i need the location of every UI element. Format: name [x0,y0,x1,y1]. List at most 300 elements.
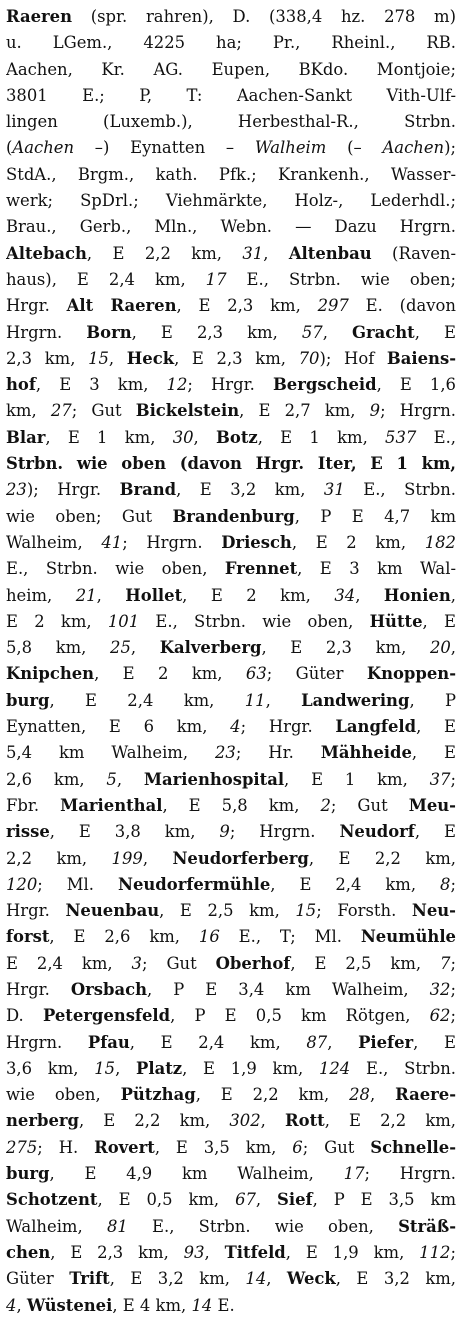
text-run: , E 2,7 km, [239,401,370,421]
text-run: E., Strbn. wie oben, [6,559,225,579]
text-run: ; Hrgrn. [122,532,222,552]
text-line [6,1056,456,1082]
text-run: haus), E 2,4 km, [6,269,206,289]
text-run: , [255,1190,278,1210]
text-line [6,872,456,898]
text-run: , P E 3,5 km [312,1190,456,1210]
text-run: E., Strbn. wie oben, [139,611,370,631]
text-run: , E 2,2 km, [324,1111,456,1131]
text-run: Hrgr. [6,296,67,316]
population-figure: 23 [6,480,27,500]
text-line [6,609,456,635]
place-name: Altebach [6,243,87,263]
place-name: Knoppen- [366,664,456,684]
text-run: , E 3,2 km, [335,1269,456,1289]
place-name: Pfau [87,1032,130,1052]
text-run: ; H. [37,1137,95,1157]
population-figure: 120 [6,874,38,894]
text-line [6,398,456,424]
population-figure: 302 [229,1111,261,1131]
text-run: , [266,1269,287,1289]
text-run: ; [450,874,456,894]
text-run: , [16,1295,27,1315]
population-figure: 112 [419,1242,451,1262]
text-line [6,241,456,267]
text-line [6,1135,456,1161]
text-run: , E 4 km, [112,1295,192,1315]
text-run: , E 2,4 km, [49,690,245,710]
text-run: Aachen, Kr. AG. Eupen, BKdo. Montjoie; [6,59,456,79]
text-run: , E 2,5 km, [290,953,441,973]
place-name: Pützhag [120,1085,196,1105]
population-figure: 124 [318,1058,351,1078]
place-name: Sträß- [398,1216,456,1236]
text-line [6,793,456,819]
place-name: Langfeld [335,717,417,737]
text-run: Fbr. [6,795,61,815]
population-figure: 2 [320,795,331,815]
population-figure: 25 [110,638,131,658]
text-run: , [130,638,160,658]
place-name: Knipchen [6,664,95,684]
text-run: , E 3,2 km, [176,480,324,500]
text-run: 5,4 km Walheim, [6,743,215,763]
text-run: , E 2,3 km, [50,1242,184,1262]
population-figure: 41 [101,532,123,552]
text-run: ; Gut [302,1137,371,1157]
text-run: wie oben; Gut [6,506,173,526]
place-name: Brand [119,480,177,500]
place-name: Neuenbau [65,901,160,921]
place-name: Bergscheid [272,375,377,395]
text-run: Eynatten, E 6 km, [6,717,231,737]
text-run: D. [6,1006,43,1026]
text-run: , E 3,2 km, [109,1269,246,1289]
text-run: 2,3 km, [6,348,89,368]
place-name: Hollet [125,585,183,605]
text-run: , E 2,4 km, [270,874,441,894]
text-run: , E 0,5 km, [97,1190,236,1210]
text-run: , [116,769,144,789]
text-run: heim, [6,585,76,605]
text-run: Walheim, [6,532,102,552]
text-run: 2,6 km, [6,769,107,789]
text-run: ; Hrgrn. [364,1164,456,1184]
text-line [6,57,456,83]
text-line [6,688,456,714]
text-run: , E 3,5 km, [154,1137,293,1157]
population-figure: 37 [429,769,451,789]
place-name: Titfeld [224,1242,286,1262]
text-run: werk; SpDrl.; Viehmärkte, Holz-, Lederhdl.; [6,191,456,211]
text-run: ); [444,138,456,158]
text-run: ; Güter [266,664,367,684]
text-run: , E 2 km, [291,532,425,552]
place-name: Trift [69,1269,110,1289]
text-run: , [260,1111,286,1131]
place-name: Sief [277,1190,313,1210]
population-figure: 8 [440,874,451,894]
text-run: u. LGem., 4225 ha; Pr., Rheinl., RB. [6,33,456,53]
population-figure: 182 [424,532,456,552]
text-line [6,214,456,240]
place-name: Bickelstein [135,401,240,421]
text-run: –) Eynatten – [74,138,255,158]
place-name: Kalverberg [159,638,262,658]
population-figure: 537 [385,427,417,447]
place-name: burg [6,1164,50,1184]
text-run: ; Hrgrn. [229,822,340,842]
text-run: , E 2,2 km, [195,1085,350,1105]
population-figure: 62 [429,1006,451,1026]
population-figure: 87 [306,1032,328,1052]
population-figure: 17 [205,269,227,289]
place-name: Neumühle [360,927,456,947]
text-run: 3801 E.; P, T: Aachen-Sankt Vith-Ulf- [6,85,456,105]
population-figure: 31 [242,243,264,263]
text-line [6,109,456,135]
place-name: Born [86,322,132,342]
text-run: , [450,585,456,605]
place-name: Alt Raeren [66,296,177,316]
place-name: Rott [285,1111,325,1131]
text-line [6,556,456,582]
text-run: (– [326,138,383,158]
place-name: Heck [126,348,175,368]
text-line [6,1030,456,1056]
place-name: Piefer [358,1032,414,1052]
text-run: , E 3 km Wal- [297,559,456,579]
population-figure: 63 [245,664,267,684]
text-line [6,898,456,924]
text-run: E., Strbn. wie oben; [226,269,456,289]
place-name: hof [6,375,36,395]
text-run: , E 4,9 km Walheim, [49,1164,344,1184]
text-run: ); Hrgr. [26,480,120,500]
text-run: E., Strbn. [344,480,456,500]
text-run: ; Forsth. [316,901,412,921]
population-figure: 21 [75,585,97,605]
population-figure: Walheim [254,138,327,158]
population-figure: 12 [166,375,188,395]
text-line [6,635,456,661]
population-figure: 7 [440,953,451,973]
text-run: , E [411,743,456,763]
text-run: E 2 km, [6,611,108,631]
text-run: , E 2,3 km, [176,296,318,316]
text-run: , E 2,3 km, [131,322,302,342]
text-run: , E 3,8 km, [49,822,220,842]
text-run: , E 2,5 km, [159,901,296,921]
text-run: , E 2 km, [182,585,335,605]
text-run: ; Ml. [37,874,118,894]
text-run: , E 2 km, [94,664,246,684]
text-run: , [327,1032,359,1052]
text-line [6,162,456,188]
text-run: , [193,427,217,447]
text-line [6,1108,456,1134]
text-run: E., [416,427,456,447]
place-name: Baiens- [386,348,456,368]
place-name: Honien [383,585,451,605]
text-run: , [265,690,302,710]
population-figure: 15 [295,901,317,921]
text-line [6,1082,456,1108]
text-line [6,320,456,346]
text-run: E. (davon [348,296,456,316]
population-figure: 30 [172,427,194,447]
text-line [6,977,456,1003]
text-run: , E 2,2 km, [86,243,243,263]
place-name: Neudorferberg [172,848,309,868]
text-run: ; Hrgrn. [380,401,456,421]
population-figure: 70 [298,348,320,368]
text-line [6,372,456,398]
text-line [6,1003,456,1029]
text-run: ; [450,769,456,789]
place-name: burg [6,690,50,710]
population-figure: 14 [191,1295,213,1315]
place-name: Brandenburg [172,506,295,526]
population-figure: 15 [88,348,109,368]
text-run: Hrgrn. [6,322,87,342]
population-figure: 93 [183,1242,205,1262]
text-run: , E 2,4 km, [129,1032,307,1052]
text-run: ; [450,953,456,973]
text-run: , E [416,717,456,737]
place-name: Gracht [352,322,415,342]
text-run: , E 2,3 km, [174,348,299,368]
text-run: Walheim, [6,1216,107,1236]
population-figure: 32 [429,979,451,999]
text-run: Hrgr. [6,901,66,921]
population-figure: Aachen [12,138,75,158]
text-line [6,924,456,950]
text-run: ; [450,979,456,999]
text-run: E., Strbn. wie oben, [127,1216,399,1236]
text-run: , P [409,690,456,710]
population-figure: 14 [245,1269,267,1289]
text-run: km, [6,401,51,421]
population-figure: 5 [106,769,117,789]
text-line [6,1266,456,1292]
place-name: Meu- [408,795,456,815]
place-name: chen [6,1242,51,1262]
text-run: , E 1 km, [257,427,386,447]
population-figure: 31 [323,480,345,500]
place-name: nerberg [6,1111,79,1131]
text-run: , P E 3,4 km Walheim, [147,979,430,999]
text-line [6,188,456,214]
text-run: , P E 0,5 km Rötgen, [170,1006,430,1026]
population-figure: 16 [198,927,220,947]
text-run: , E 1,9 km, [285,1242,420,1262]
population-figure: 6 [292,1137,303,1157]
text-run: ; Gut [141,953,216,973]
text-run: , [142,848,173,868]
population-figure: 4 [6,1295,17,1315]
text-run: ); Hof [319,348,387,368]
text-run: Güter [6,1269,70,1289]
text-run: E., Strbn. [350,1058,456,1078]
place-name: Driesch [221,532,292,552]
place-name: Schotzent [6,1190,98,1210]
population-figure: 28 [349,1085,370,1105]
text-line [6,504,456,530]
text-run: , E [422,611,456,631]
text-run: (Raven- [371,243,456,263]
text-run: ; Gut [330,795,409,815]
place-name: Orsbach [70,979,148,999]
population-figure: 3 [131,953,142,973]
text-run: , E 2,6 km, [49,927,199,947]
text-line [6,661,456,687]
text-line [6,346,456,372]
text-run: , E 5,8 km, [162,795,321,815]
text-line [6,30,456,56]
population-figure: 11 [244,690,266,710]
text-run: , E 1,9 km, [182,1058,319,1078]
text-line [6,1214,456,1240]
entry-headword: Raeren [6,7,73,26]
place-name: Petergensfeld [42,1006,171,1026]
text-run: 3,6 km, [6,1058,95,1078]
text-line [6,451,456,477]
place-name: risse [6,822,50,842]
text-run: ( [6,138,13,158]
text-run: , E 1,6 [376,375,456,395]
place-name: Mähheide [320,743,412,763]
text-line [6,530,456,556]
place-name: forst [6,927,50,947]
text-run: E 2,4 km, [6,953,132,973]
population-figure: 23 [214,743,236,763]
text-run: StdA., Brgm., kath. Pfk.; Krankenh., Wasser- [6,164,456,184]
text-line [6,1161,456,1187]
text-run: , E 1 km, [45,427,173,447]
place-name: Hütte [369,611,423,631]
text-run: , E 1 km, [284,769,430,789]
place-name: Frennet [224,559,298,579]
text-line [6,135,456,161]
text-line [6,1187,456,1213]
place-name: Neudorf [339,822,415,842]
text-run: , [369,1085,396,1105]
place-name: Marienhospital [143,769,285,789]
population-figure: 101 [107,611,140,631]
text-run: , E 2,3 km, [261,638,430,658]
place-name: Altenbau [288,243,372,263]
text-run: , [115,1058,137,1078]
population-figure: 57 [301,322,323,342]
place-name: Weck [286,1269,336,1289]
place-name: Neu- [411,901,456,921]
text-run: E., T; Ml. [219,927,361,947]
place-name: Schnelle- [370,1137,456,1157]
text-line [6,267,456,293]
text-run: ; [450,1006,456,1026]
text-run: ; Hrgr. [187,375,273,395]
text-line [6,4,456,30]
population-figure: Aachen [382,138,445,158]
text-run: ; Hrgr. [240,717,336,737]
text-line [6,1240,456,1266]
text-run: , E 2,2 km, [78,1111,230,1131]
text-line [6,767,456,793]
population-figure: 15 [94,1058,116,1078]
text-run: E. [212,1295,235,1315]
text-run: lingen (Luxemb.), Herbesthal-R., Strbn. [6,112,456,132]
text-run: 5,8 km, [6,638,111,658]
text-line [6,425,456,451]
population-figure: 9 [369,401,381,421]
text-run: , [450,638,456,658]
text-line [6,1293,456,1319]
text-line [6,293,456,319]
text-run: Hrgrn. [6,1032,88,1052]
population-figure: 9 [219,822,230,842]
text-run: Hrgr. [6,979,71,999]
text-line [6,846,456,872]
text-run: wie oben, [6,1085,121,1105]
place-name: Raere- [395,1085,456,1105]
place-name: Neudorfermühle [117,874,271,894]
text-line [6,477,456,503]
text-run: , [108,348,127,368]
text-run: , E [413,1032,456,1052]
text-run: ; Gut [71,401,136,421]
text-run: , E [414,822,456,842]
text-run: , E 2,2 km, [308,848,456,868]
place-name: Oberhof [215,953,291,973]
text-run: ; Hr. [235,743,321,763]
text-run: Brau., Gerb., Mln., Webn. — Dazu Hrgrn. [6,217,456,237]
place-name: Marienthal [60,795,163,815]
place-name: Wüstenei [26,1295,113,1315]
population-figure: 4 [230,717,241,737]
place-name: Blar [6,427,46,447]
population-figure: 81 [106,1216,128,1236]
text-line [6,951,456,977]
text-run: , [355,585,384,605]
text-run: , P E 4,7 km [294,506,456,526]
population-figure: 297 [317,296,349,316]
text-line [6,819,456,845]
text-run: , E 3 km, [35,375,167,395]
place-name: Botz [216,427,258,447]
population-figure: 199 [111,848,143,868]
text-run: , [263,243,289,263]
text-run: , [322,322,353,342]
place-name: Strbn. wie oben (davon Hrgr. Iter, E 1 km, [6,454,456,474]
text-line [6,740,456,766]
text-line [6,714,456,740]
population-figure: 275 [6,1137,38,1157]
text-run: , [204,1242,225,1262]
place-name: Rovert [94,1137,155,1157]
population-figure: 27 [50,401,72,421]
text-run: , E [414,322,456,342]
text-run: 2,2 km, [6,848,112,868]
population-figure: 34 [334,585,356,605]
text-line [6,583,456,609]
text-line [6,83,456,109]
text-run: ; [450,1242,456,1262]
population-figure: 67 [235,1190,256,1210]
place-name: Platz [136,1058,183,1078]
place-name: Landwering [301,690,410,710]
text-run: , [96,585,126,605]
